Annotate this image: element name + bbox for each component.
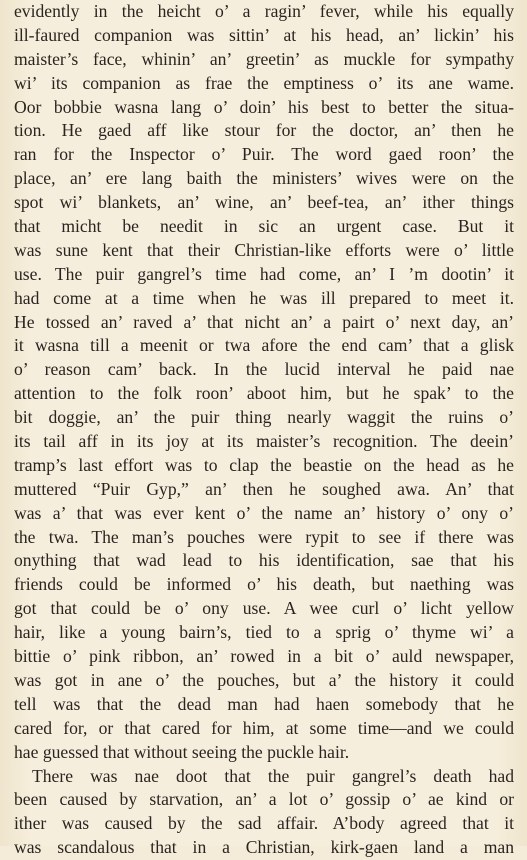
- text-line: had come at a time when he was ill prepared to meet it.: [14, 287, 514, 308]
- text-line: was sune kent that their Christian-like efforts were o’ little: [14, 239, 514, 260]
- text-line: spot wi’ blankets, an’ wine, an’ beef-tea, an’ ither things: [14, 192, 514, 213]
- text-line: was got in ane o’ the pouches, but a’ the history it could: [14, 669, 514, 690]
- text-line: evidently in the heicht o’ a ragin’ fever, while his equally: [14, 1, 514, 21]
- text-line: its tail aff in its joy at its maister’s recognition. The deein’: [14, 431, 514, 452]
- text-line: hair, like a young bairn’s, tied to a sprig o’ thyme wi’ a: [14, 622, 514, 643]
- text-line: muttered “Puir Gyp,” an’ then he soughed awa. An’ that: [14, 478, 514, 499]
- text-line: tell was that the dead man had haen somebody that he: [14, 693, 514, 714]
- text-line: bittie o’ pink ribbon, an’ rowed in a bit o’ auld newspaper,: [14, 646, 514, 667]
- text-line: wi’ its companion as frae the emptiness o’ its ane wame.: [14, 72, 514, 93]
- text-line: ran for the Inspector o’ Puir. The word gaed roon’ the: [14, 144, 514, 165]
- text-line: Oor bobbie wasna lang o’ doin’ his best to better the situa-: [14, 96, 514, 117]
- text-line: been caused by starvation, an’ a lot o’ gossip o’ ae kind or: [14, 789, 514, 810]
- body-text: [14, 0, 514, 860]
- text-line: it wasna till a meenit or twa afore the end cam’ that a glisk: [14, 335, 514, 356]
- paragraph-first-line: There was nae doot that the puir gangrel’s death had: [32, 765, 514, 786]
- text-line: use. The puir gangrel’s time had come, an’ I ’m dootin’ it: [14, 263, 514, 284]
- text-line: that micht be needit in sic an urgent case. But it: [14, 216, 514, 237]
- text-line: ither was caused by the sad affair. A’body agreed that it: [14, 813, 514, 834]
- text-line: maister’s face, whinin’ an’ greetin’ as muckle for sympathy: [14, 48, 514, 69]
- text-line: was scandalous that in a Christian, kirk-gaen land a man: [14, 837, 514, 858]
- text-line: got that could be o’ ony use. A wee curl o’ licht yellow: [14, 598, 514, 619]
- text-line: ill-faured companion was sittin’ at his head, an’ lickin’ his: [14, 24, 514, 45]
- text-line: place, an’ ere lang baith the ministers’ wives were on the: [14, 168, 514, 189]
- text-line: o’ reason cam’ back. In the lucid interval he paid nae: [14, 359, 514, 380]
- text-line: was a’ that was ever kent o’ the name an’ history o’ ony o’: [14, 502, 514, 523]
- text-line: the twa. The man’s pouches were rypit to see if there was: [14, 526, 514, 547]
- text-line: bit doggie, an’ the puir thing nearly waggit the ruins o’: [14, 407, 514, 428]
- text-line: cared for, or that cared for him, at some time—and we could: [14, 717, 514, 738]
- text-line: friends could be informed o’ his death, but naething was: [14, 574, 514, 595]
- paragraph-last-line: hae guessed that without seeing the puckle hair.: [14, 741, 350, 762]
- text-line: attention to the folk roon’ aboot him, but he spak’ to the: [14, 383, 514, 404]
- text-line: onything that wad lead to his identification, sae that his: [14, 550, 514, 571]
- text-line: tion. He gaed aff like stour for the doctor, an’ then he: [14, 120, 514, 141]
- text-line: He tossed an’ raved a’ that nicht an’ a pairt o’ next day, an’: [14, 311, 514, 332]
- text-line: tramp’s last effort was to clap the beastie on the head as he: [14, 454, 514, 475]
